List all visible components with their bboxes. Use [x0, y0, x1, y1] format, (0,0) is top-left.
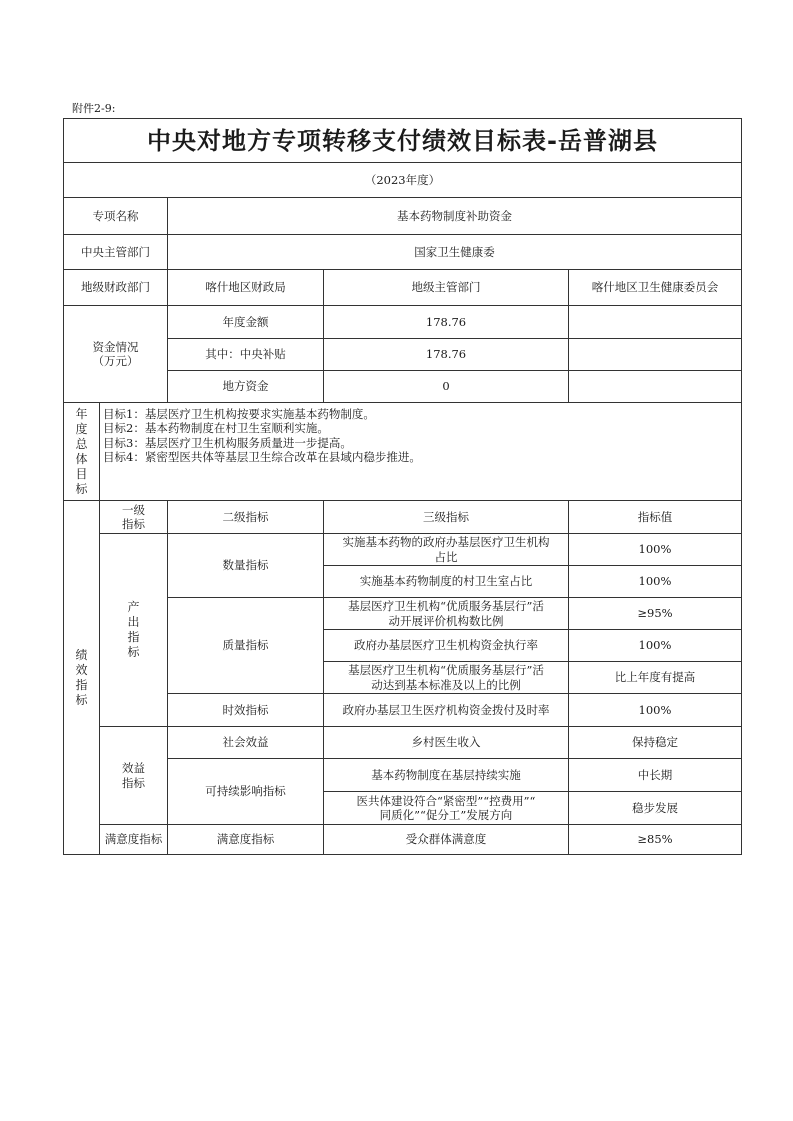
header-level2: 二级指标 — [168, 501, 324, 534]
output-indicator-label: 产 出 指 标 — [100, 534, 168, 727]
header-level1: 一级 指标 — [100, 501, 168, 534]
timeliness-indicator-label: 时效指标 — [168, 694, 324, 727]
indicator-value: 中长期 — [569, 759, 742, 792]
annual-goals — [100, 403, 742, 501]
indicator-name: 基本药物制度在基层持续实施 — [324, 759, 569, 792]
indicator-name: 乡村医生收入 — [324, 727, 569, 759]
satisfaction-level2-label: 满意度指标 — [168, 825, 324, 855]
indicator-value: 比上年度有提高 — [569, 662, 742, 694]
central-dept-value: 国家卫生健康委 — [168, 235, 742, 270]
performance-target-table — [63, 118, 742, 855]
indicator-name: 受众群体满意度 — [324, 825, 569, 855]
satisfaction-level1-label: 满意度指标 — [100, 825, 168, 855]
funds-row-blank — [569, 339, 742, 371]
funds-row-blank — [569, 306, 742, 339]
funds-label: 资金情况 （万元） — [64, 306, 168, 403]
goal-item: 目标4：紧密型医共体等基层卫生综合改革在县域内稳步推进。 — [103, 450, 421, 465]
project-name-value: 基本药物制度补助资金 — [168, 198, 742, 235]
funds-row-blank — [569, 371, 742, 403]
indicator-value: 保持稳定 — [569, 727, 742, 759]
funds-row-label: 其中：中央补贴 — [168, 339, 324, 371]
indicator-name: 医共体建设符合“紧密型”“控费用”“ 同质化”“促分工”发展方向 — [324, 792, 569, 825]
indicator-value: 100% — [569, 630, 742, 662]
quantity-indicator-label: 数量指标 — [168, 534, 324, 598]
central-dept-label: 中央主管部门 — [64, 235, 168, 270]
header-value: 指标值 — [569, 501, 742, 534]
indicator-name: 实施基本药物制度的村卫生室占比 — [324, 566, 569, 598]
funds-row-label: 地方资金 — [168, 371, 324, 403]
goal-item: 目标1：基层医疗卫生机构按要求实施基本药物制度。 — [103, 407, 375, 421]
local-finance-label: 地级财政部门 — [64, 270, 168, 306]
indicator-value: 100% — [569, 566, 742, 598]
indicator-value: ≥95% — [569, 598, 742, 630]
indicator-name: 实施基本药物的政府办基层医疗卫生机构 占比 — [324, 534, 569, 566]
social-benefit-label: 社会效益 — [168, 727, 324, 759]
attachment-label: 附件2-9: — [72, 102, 116, 115]
funds-row-label: 年度金额 — [168, 306, 324, 339]
sustainability-indicator-label: 可持续影响指标 — [168, 759, 324, 825]
document-title: 中央对地方专项转移支付绩效目标表-岳普湖县 — [64, 119, 742, 163]
local-finance-value: 喀什地区财政局 — [168, 270, 324, 306]
indicator-name: 政府办基层卫生医疗机构资金拨付及时率 — [324, 694, 569, 727]
indicator-name: 基层医疗卫生机构“优质服务基层行”活 动达到基本标准及以上的比例 — [324, 662, 569, 694]
indicator-value: ≥85% — [569, 825, 742, 855]
funds-row-value: 0 — [324, 371, 569, 403]
indicator-name: 基层医疗卫生机构“优质服务基层行”活 动开展评价机构数比例 — [324, 598, 569, 630]
quality-indicator-label: 质量指标 — [168, 598, 324, 694]
project-name-label: 专项名称 — [64, 198, 168, 235]
indicator-value: 100% — [569, 694, 742, 727]
funds-row-value: 178.76 — [324, 339, 569, 371]
funds-row-value: 178.76 — [324, 306, 569, 339]
local-dept-label: 地级主管部门 — [324, 270, 569, 306]
goal-item: 目标2：基本药物制度在村卫生室顺利实施。 — [103, 421, 329, 436]
annual-goal-label: 年 度 总 体 目 标 — [64, 403, 100, 501]
indicator-value: 稳步发展 — [569, 792, 742, 825]
benefit-indicator-label: 效益 指标 — [100, 727, 168, 825]
local-dept-value: 喀什地区卫生健康委员会 — [569, 270, 742, 306]
goal-item: 目标3：基层医疗卫生机构服务质量进一步提高。 — [103, 435, 352, 450]
header-level3: 三级指标 — [324, 501, 569, 534]
performance-indicator-label: 绩 效 指 标 — [64, 501, 100, 855]
year-label: （2023年度） — [64, 163, 742, 198]
indicator-value: 100% — [569, 534, 742, 566]
indicator-name: 政府办基层医疗卫生机构资金执行率 — [324, 630, 569, 662]
